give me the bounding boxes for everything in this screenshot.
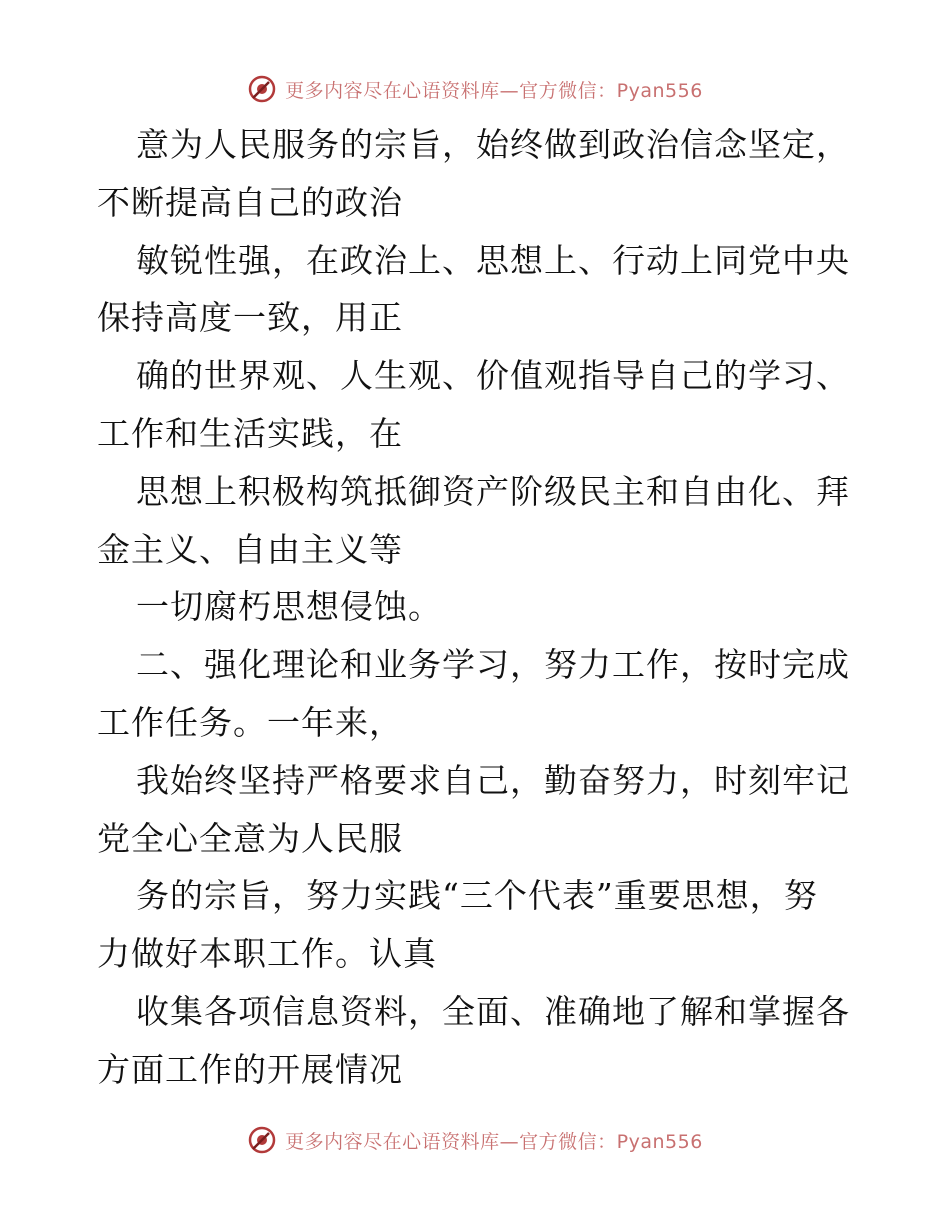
text-line: 工作任务。一年来， (97, 702, 403, 742)
text-line: 党全心全意为人民服 (97, 818, 403, 858)
brand-logo-icon (247, 74, 277, 104)
document-body (97, 116, 857, 1099)
brand-logo-icon (247, 1125, 277, 1155)
text-line: 一切腐朽思想侵蚀。 (136, 587, 442, 627)
text-line: 保持高度一致，用正 (97, 298, 403, 338)
text-line: 敏锐性强，在政治上、思想上、行动上同党中央 (136, 240, 850, 280)
text-line: 确的世界观、人生观、价值观指导自己的学习、 (136, 356, 850, 396)
text-line: 思想上积极构筑抵御资产阶级民主和自由化、拜 (136, 471, 850, 511)
text-line: 意为人民服务的宗旨，始终做到政治信念坚定， (136, 125, 850, 164)
text-line: 工作和生活实践，在 (97, 413, 403, 453)
text-line: 务的宗旨，努力实践“三个代表”重要思想，努 (136, 876, 818, 916)
watermark-text: 更多内容尽在心语资料库—官方微信：Pyan556 (285, 1130, 703, 1153)
text-line: 二、强化理论和业务学习，努力工作，按时完成 (136, 645, 850, 685)
text-line: 收集各项信息资料，全面、准确地了解和掌握各 (136, 991, 850, 1031)
text-line: 我始终坚持严格要求自己，勤奋努力，时刻牢记 (136, 760, 850, 800)
header-watermark (0, 71, 950, 107)
text-line: 力做好本职工作。认真 (97, 934, 437, 974)
footer-watermark (0, 1122, 950, 1158)
text-line: 金主义、自由主义等 (97, 529, 403, 569)
watermark-text: 更多内容尽在心语资料库—官方微信：Pyan556 (285, 79, 703, 102)
text-line: 不断提高自己的政治 (97, 182, 403, 222)
text-line: 方面工作的开展情况 (97, 1049, 403, 1089)
